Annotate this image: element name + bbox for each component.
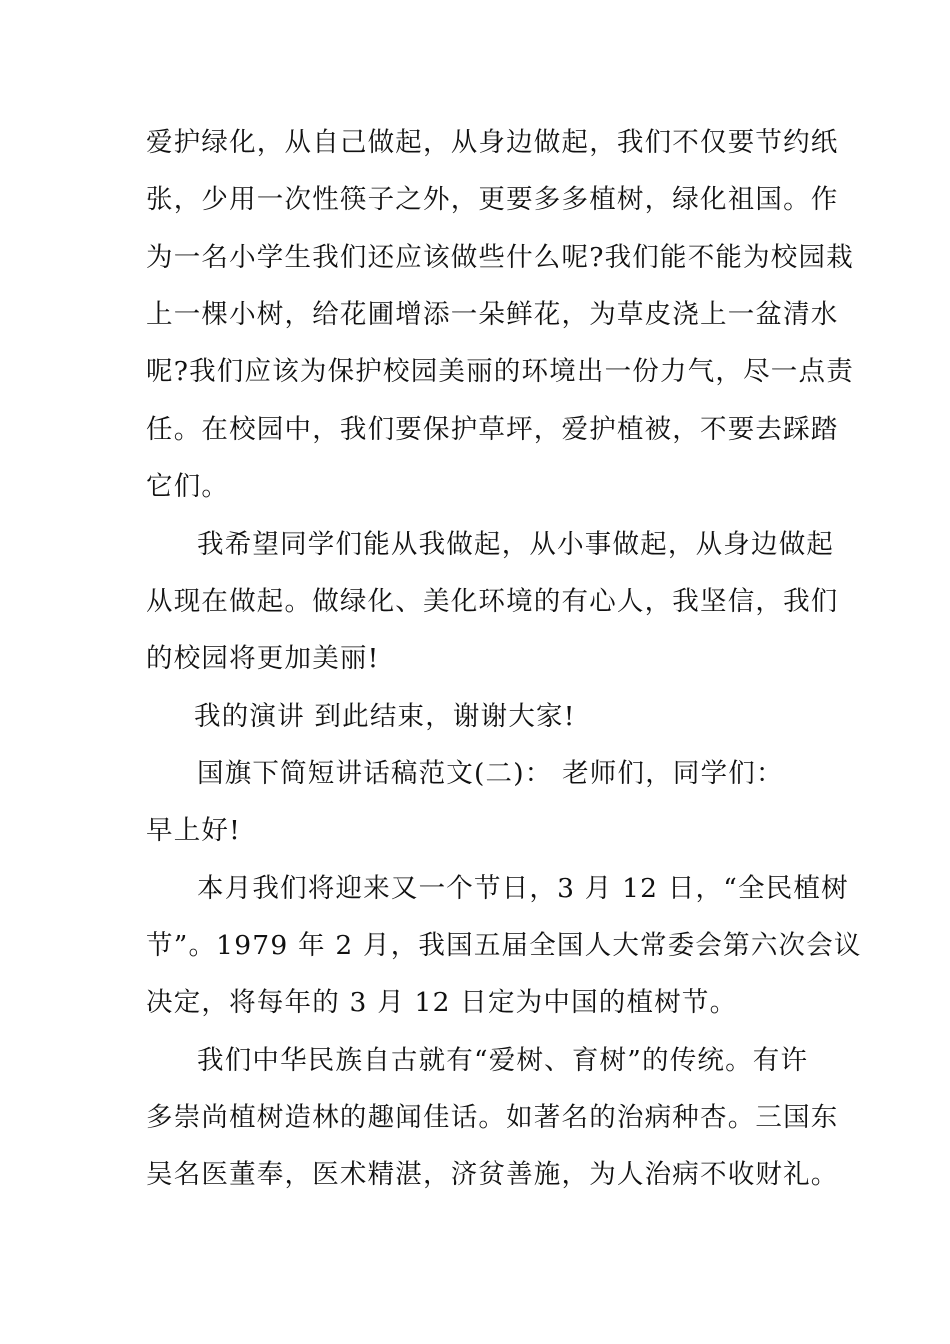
text-line: 呢?我们应该为保护校园美丽的环境出一份力气，尽一点责 bbox=[146, 356, 854, 387]
paragraph-first-line: 我们中华民族自古就有“爱树、育树”的传统。有许 bbox=[197, 1045, 809, 1076]
text-line: 张，少用一次性筷子之外，更要多多植树，绿化祖国。作 bbox=[146, 184, 839, 215]
paragraph-first-line: 我希望同学们能从我做起，从小事做起，从身边做起 bbox=[197, 529, 835, 560]
text-line: 从现在做起。做绿化、美化环境的有心人，我坚信，我们 bbox=[146, 586, 839, 617]
text-line: 为一名小学生我们还应该做些什么呢?我们能不能为校园栽 bbox=[146, 242, 854, 273]
text-line: 吴名医董奉，医术精湛，济贫善施，为人治病不收财礼。 bbox=[146, 1159, 839, 1190]
text-line: 任。在校园中，我们要保护草坪，爱护植被，不要去踩踏 bbox=[146, 414, 839, 445]
text-line: 的校园将更加美丽! bbox=[146, 643, 380, 674]
text-line: 它们。 bbox=[146, 471, 230, 502]
section-heading-line: 国旗下简短讲话稿范文(二)： 老师们，同学们： bbox=[197, 758, 784, 789]
text-line: 爱护绿化，从自己做起，从身边做起，我们不仅要节约纸 bbox=[146, 127, 839, 158]
text-line: 早上好! bbox=[146, 815, 241, 846]
text-line: 节”。1979 年 2 月，我国五届全国人大常委会第六次会议 bbox=[146, 930, 862, 961]
text-line: 上一棵小树，给花圃增添一朵鲜花，为草皮浇上一盆清水 bbox=[146, 299, 839, 330]
text-line: 决定，将每年的 3 月 12 日定为中国的植树节。 bbox=[146, 987, 738, 1018]
text-line: 多崇尚植树造林的趣闻佳话。如著名的治病种杏。三国东 bbox=[146, 1102, 839, 1133]
paragraph-first-line: 本月我们将迎来又一个节日，3 月 12 日，“全民植树 bbox=[197, 873, 849, 904]
closing-line: 我的演讲 到此结束，谢谢大家! bbox=[194, 701, 576, 732]
